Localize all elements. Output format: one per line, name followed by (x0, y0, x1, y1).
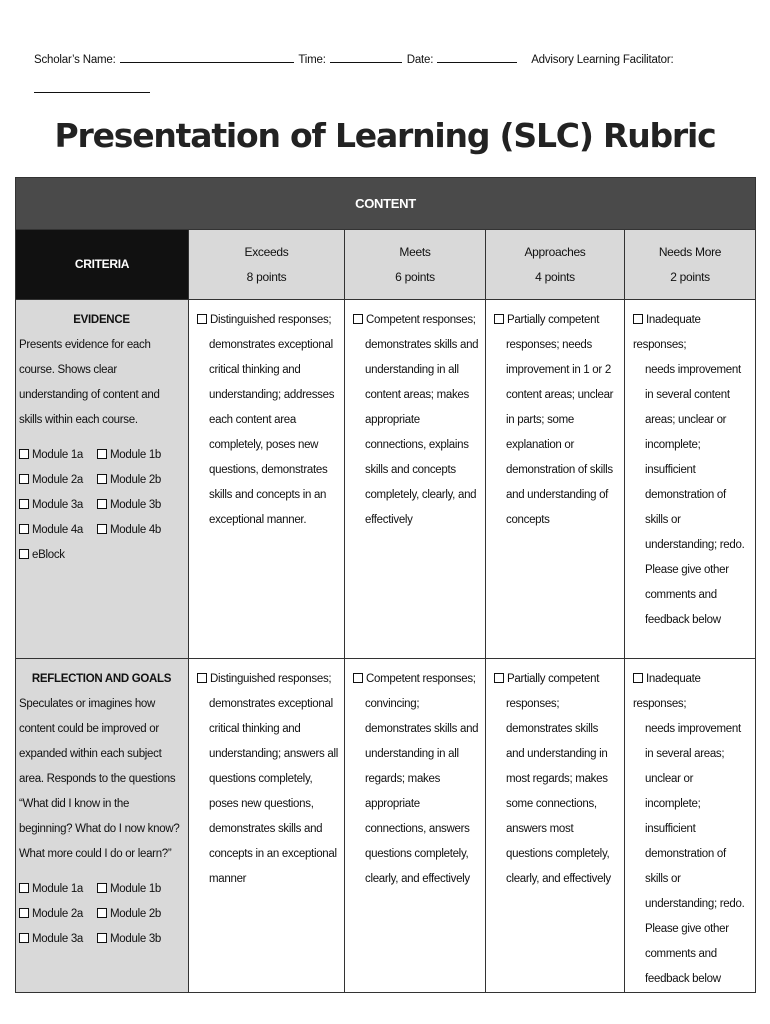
checkbox-icon[interactable] (97, 474, 107, 484)
rating-cell-needs-more: Inadequate responses; needs improvement in several areas; unclear or incomplete; insufficient demonstration of skills or understanding; redo. Please give other comments and feedback below (625, 659, 756, 993)
module-checkbox[interactable]: Module 3a (19, 493, 97, 518)
checkbox-icon[interactable] (97, 908, 107, 918)
page-title: Presentation of Learning (SLC) Rubric (54, 116, 716, 155)
module-checkbox[interactable]: Module 3b (97, 493, 177, 518)
content-section-header: CONTENT (16, 178, 756, 230)
module-checkbox[interactable]: Module 2b (97, 902, 177, 927)
level-points: 8 points (246, 269, 287, 284)
date-label: Date: (406, 54, 434, 66)
criteria-title: EVIDENCE (73, 314, 130, 326)
level-name: Approaches (524, 244, 586, 259)
level-name: Exceeds (244, 244, 289, 259)
module-checklist (19, 443, 184, 568)
criteria-header: CRITERIA (16, 230, 189, 300)
time-label: Time: (298, 54, 326, 66)
checkbox-icon[interactable] (97, 883, 107, 893)
module-checkbox[interactable]: Module 3a (19, 927, 97, 952)
checkbox-icon[interactable] (97, 449, 107, 459)
checkbox-icon[interactable] (197, 673, 207, 683)
rating-cell-approaches: Partially competent responses; demonstrates skills and understanding in most regards; makes some connections, answers most questions completely, clearly, and effectively (486, 659, 625, 993)
checkbox-icon[interactable] (633, 673, 643, 683)
level-header-exceeds (189, 230, 345, 300)
module-checkbox[interactable]: Module 2a (19, 902, 97, 927)
module-checklist (19, 877, 184, 952)
checkbox-icon[interactable] (494, 314, 504, 324)
criteria-cell-reflection (16, 659, 189, 993)
checkbox-icon[interactable] (19, 499, 29, 509)
checkbox-icon[interactable] (494, 673, 504, 683)
module-checkbox[interactable]: Module 2b (97, 468, 177, 493)
rubric-table (15, 177, 756, 993)
level-name: Meets (399, 244, 431, 259)
level-points: 6 points (395, 269, 435, 284)
checkbox-icon[interactable] (97, 933, 107, 943)
checkbox-icon[interactable] (353, 314, 363, 324)
form-header (34, 52, 674, 66)
scholar-name-label: Scholar’s Name: (34, 54, 116, 66)
facilitator-field[interactable] (34, 82, 150, 93)
checkbox-icon[interactable] (19, 524, 29, 534)
module-checkbox[interactable]: Module 4b (97, 518, 177, 543)
rating-cell-meets: Competent responses; demonstrates skills and understanding in all content areas; makes appropriate connections, explains skills and concepts completely, clearly, and effectively (345, 300, 486, 659)
criteria-description: Speculates or imagines how content could be improved or expanded within each subject area. Responds to the questions “What did I know in the beginning? What do I now know? What more could I do or learn?” (19, 698, 180, 860)
rating-cell-approaches: Partially competent responses; needs improvement in 1 or 2 content areas; unclear in parts; some explanation or demonstration of skills and understanding of concepts (486, 300, 625, 659)
module-checkbox[interactable]: Module 1b (97, 877, 177, 902)
rating-cell-needs-more: Inadequate responses; needs improvement in several content areas; unclear or incomplete; insufficient demonstration of skills or understanding; redo. Please give other comments and feedback below (625, 300, 756, 659)
checkbox-icon[interactable] (353, 673, 363, 683)
time-field[interactable] (330, 52, 402, 63)
level-header-meets (345, 230, 486, 300)
criteria-description: Presents evidence for each course. Shows clear understanding of content and skills within each course. (19, 339, 160, 426)
checkbox-icon[interactable] (97, 524, 107, 534)
module-checkbox[interactable]: Module 3b (97, 927, 177, 952)
rating-cell-meets: Competent responses; convincing; demonstrates skills and understanding in all regards; makes appropriate connections, answers questions completely, clearly, and effectively (345, 659, 486, 993)
level-header-needs-more (625, 230, 756, 300)
checkbox-icon[interactable] (19, 474, 29, 484)
module-checkbox[interactable]: Module 1a (19, 443, 97, 468)
checkbox-icon[interactable] (19, 908, 29, 918)
level-header-approaches (486, 230, 625, 300)
scholar-name-field[interactable] (120, 52, 294, 63)
module-checkbox[interactable]: Module 1b (97, 443, 177, 468)
date-field[interactable] (437, 52, 517, 63)
facilitator-label: Advisory Learning Facilitator: (531, 54, 674, 66)
criteria-title: REFLECTION AND GOALS (31, 673, 172, 685)
checkbox-icon[interactable] (197, 314, 207, 324)
module-checkbox[interactable]: Module 2a (19, 468, 97, 493)
criteria-cell-evidence (16, 300, 189, 659)
checkbox-icon[interactable] (19, 449, 29, 459)
checkbox-icon[interactable] (19, 933, 29, 943)
level-points: 2 points (670, 269, 710, 284)
rating-cell-exceeds: Distinguished responses; demonstrates exceptional critical thinking and understanding; addresses each content area completely, poses new questions, demonstrates skills and concepts in an exceptional manner. (189, 300, 345, 659)
module-checkbox[interactable]: eBlock (19, 543, 97, 568)
level-points: 4 points (535, 269, 575, 284)
level-name: Needs More (658, 244, 722, 259)
checkbox-icon[interactable] (633, 314, 643, 324)
module-checkbox[interactable]: Module 4a (19, 518, 97, 543)
rating-cell-exceeds: Distinguished responses; demonstrates exceptional critical thinking and understanding; answers all questions completely, poses new questions, demonstrates skills and concepts in an exceptional manner (189, 659, 345, 993)
checkbox-icon[interactable] (97, 499, 107, 509)
checkbox-icon[interactable] (19, 883, 29, 893)
checkbox-icon[interactable] (19, 549, 29, 559)
module-checkbox[interactable]: Module 1a (19, 877, 97, 902)
